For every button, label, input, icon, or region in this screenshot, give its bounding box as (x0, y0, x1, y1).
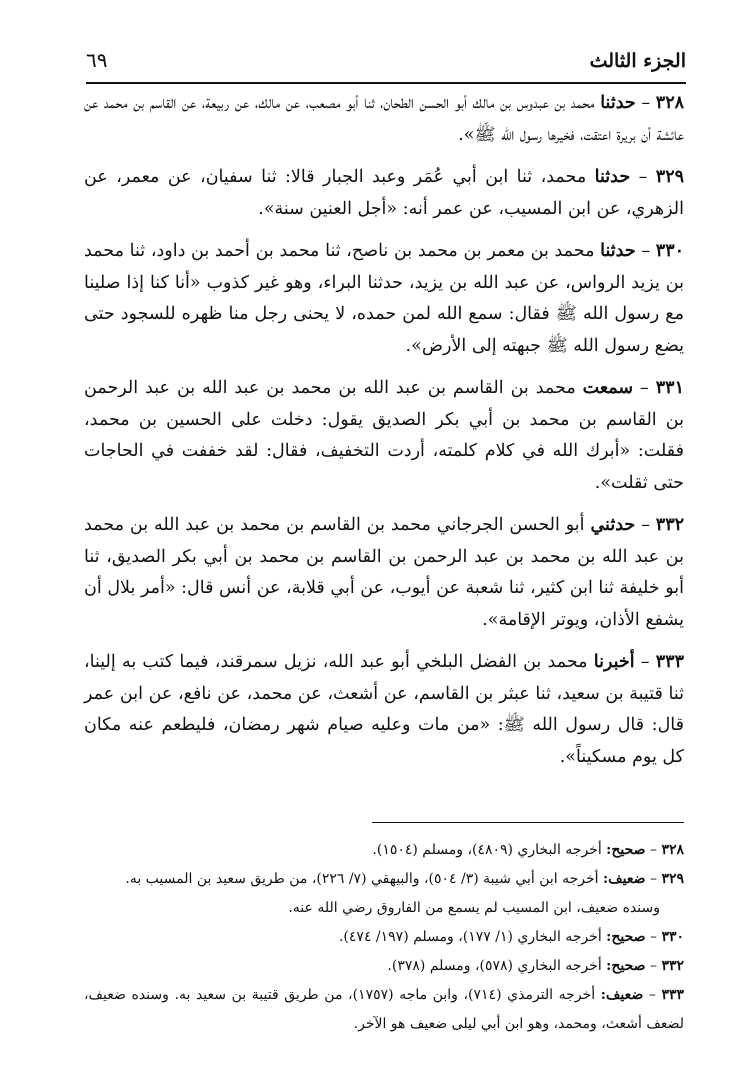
footnote-text: أخرجه البخاري (٤٨٠٩)، ومسلم (١٥٠٤). (372, 842, 602, 858)
hadith-text: محمد بن القاسم بن عبد الله بن محمد بن عبد الله بن عبد الرحمن بن القاسم بن محمد بن أبي بكر الصديق يقول: دخلت على الحسين بن محمد، فقلت: «أبرك الله في كلام كلمته، أردت التخفيف، فقال: لقد خففت في الحاجات حتى ثقلت». (84, 378, 684, 493)
hadith-number: ٣٣١ (655, 378, 684, 398)
hadith-number: ٣٣٠ (655, 241, 684, 261)
footnote-text: أخرجه البخاري (٥٧٨)، ومسلم (٣٧٨). (387, 958, 602, 974)
footnote-grade: صحيح: (606, 929, 646, 945)
hadith-number: ٣٣٣ (655, 652, 684, 672)
part-title: الجزء الثالث (589, 50, 686, 72)
footnote-330: ٣٣٠ – صحيح: أخرجه البخاري (١/ ١٧٧)، ومسلم (١٩٧/ ٤٧٤). (338, 929, 684, 945)
hadith-text: محمد، ثنا ابن أبي عُمَر وعبد الجبار قالا: ثنا سفيان، عن معمر، عن الزهري، عن ابن المسيب، عن عمر أنه: «أجل العنين سنة». (84, 167, 684, 219)
hadith-lead: حدثني (590, 515, 636, 535)
hadith-number: ٣٣٢ (655, 515, 684, 535)
hadith-lead: حدثنا (594, 167, 631, 187)
page-number: ٦٩ (86, 48, 108, 72)
hadith-lead: أخبرنا (593, 652, 635, 672)
footnote-text: أخرجه ابن أبي شيبة (٣/ ٥٠٤)، والبيهقي (٧/ ٢٢٦)، من طريق سعيد بن المسيب به. (125, 871, 599, 887)
hadith-text: محمد بن الفضل البلخي أبو عبد الله، نزيل سمرقند، فيما كتب به إلينا، ثنا قتيبة بن سعيد، ثنا عبثر بن القاسم، عن أشعث، عن محمد، عن نافع، عن ابن عمر قال: قال رسول الله ﷺ: «من مات وعليه صيام شهر رمضان، فليطعم عنه مكان كل يوم مسكيناً». (84, 652, 684, 767)
footnotes (84, 836, 684, 1039)
footnote-number: ٣٣٢ (661, 958, 684, 974)
hadith-328: ٣٢٨ – حدثنا محمد بن عبدوس بن مالك أبو الحسن الطحان، ثنا أبو مصعب، عن مالك، عن ربيعة، عن القاسم بن محمد عن عائشة أن بريرة اعتقت، فخيرها رسول الله ﷺ». (84, 93, 684, 145)
footnote-328: ٣٢٨ – صحيح: أخرجه البخاري (٤٨٠٩)، ومسلم (١٥٠٤). (372, 842, 684, 858)
footnote-divider (372, 822, 684, 823)
footnote-number: ٣٢٩ (661, 871, 684, 887)
page-header (86, 40, 686, 84)
hadith-lead: حدثنا (600, 241, 636, 261)
main-text (84, 88, 684, 784)
footnote-number: ٣٣٣ (661, 987, 685, 1003)
footnote-grade: صحيح: (606, 958, 646, 974)
footnote-grade: ضعيف: (603, 871, 646, 887)
footnote-333: ٣٣٣ – ضعيف: أخرجه الترمذي (٧١٤)، وابن ماجه (١٧٥٧)، من طريق قتيبة بن سعيد به. وسنده ضعيف، لضعف أشعث، ومحمد، وهو ابن أبي ليلى ضعيف هو الآخر. (84, 987, 685, 1032)
hadith-text: أبو الحسن الجرجاني محمد بن القاسم بن محمد بن عبد الله بن محمد بن عبد الله بن محمد بن عبد الرحمن بن القاسم بن محمد بن أبي بكر الصديق، ثنا أبو خليفة ثنا ابن كثير، ثنا شعبة عن أيوب، عن أبي قلابة، عن أنس قال: «أمر بلال أن يشفع الأذان، ويوتر الإقامة». (84, 515, 684, 630)
hadith-lead: حدثنا (600, 93, 636, 113)
hadith-text: محمد بن عبدوس بن مالك أبو الحسن الطحان، ثنا أبو مصعب، عن مالك، عن ربيعة، عن القاسم بن محمد عن عائشة أن بريرة اعتقت، فخيرها رسول الله ﷺ». (84, 93, 684, 145)
hadith-333: ٣٣٣ – أخبرنا محمد بن الفضل البلخي أبو عبد الله، نزيل سمرقند، فيما كتب به إلينا، ثنا قتيبة بن سعيد، ثنا عبثر بن القاسم، عن أشعث، عن محمد، عن نافع، عن ابن عمر قال: قال رسول الله ﷺ: «من مات وعليه صيام شهر رمضان، فليطعم عنه مكان كل يوم مسكيناً». (84, 652, 684, 767)
footnote-grade: ضعيف: (600, 987, 644, 1003)
footnote-text: أخرجه الترمذي (٧١٤)، وابن ماجه (١٧٥٧)، من طريق قتيبة بن سعيد به. وسنده ضعيف، لضعف أشعث، ومحمد، وهو ابن أبي ليلى ضعيف هو الآخر. (84, 987, 684, 1032)
hadith-329: ٣٢٩ – حدثنا محمد، ثنا ابن أبي عُمَر وعبد الجبار قالا: ثنا سفيان، عن معمر، عن الزهري، عن ابن المسيب، عن عمر أنه: «أجل العنين سنة». (84, 167, 684, 219)
hadith-lead: سمعت (582, 378, 634, 398)
footnote-number: ٣٣٠ (661, 929, 684, 945)
hadith-332: ٣٣٢ – حدثني أبو الحسن الجرجاني محمد بن القاسم بن محمد بن عبد الله بن محمد بن عبد الله بن محمد بن عبد الرحمن بن القاسم بن محمد بن أبي بكر الصديق، ثنا أبو خليفة ثنا ابن كثير، ثنا شعبة عن أيوب، عن أبي قلابة، عن أنس قال: «أمر بلال أن يشفع الأذان، ويوتر الإقامة». (84, 515, 684, 630)
footnote-332: ٣٣٢ – صحيح: أخرجه البخاري (٥٧٨)، ومسلم (٣٧٨). (387, 958, 684, 974)
hadith-number: ٣٢٨ (655, 93, 684, 113)
footnote-number: ٣٢٨ (661, 842, 684, 858)
hadith-330: ٣٣٠ – حدثنا محمد بن معمر بن محمد بن ناصح، ثنا محمد بن أحمد بن داود، ثنا محمد بن يزيد الرواس، عن عبد الله بن يزيد، حدثنا البراء، وهو غير كذوب «أنا كنا إذا صلينا مع رسول الله ﷺ فقال: سمع الله لمن حمده، لا يحنى رجل منا ظهره للسجود حتى يضع رسول الله ﷺ جبهته إلى الأرض». (84, 241, 684, 356)
footnote-continuation: وسنده ضعيف، ابن المسيب لم يسمع من الفاروق رضي الله عنه. (288, 900, 660, 916)
hadith-331: ٣٣١ – سمعت محمد بن القاسم بن عبد الله بن محمد بن عبد الله بن عبد الرحمن بن القاسم بن محمد بن أبي بكر الصديق يقول: دخلت على الحسين بن محمد، فقلت: «أبرك الله في كلام كلمته، أردت التخفيف، فقال: لقد خففت في الحاجات حتى ثقلت». (84, 378, 684, 493)
hadith-text: محمد بن معمر بن محمد بن ناصح، ثنا محمد بن أحمد بن داود، ثنا محمد بن يزيد الرواس، عن عبد الله بن يزيد، حدثنا البراء، وهو غير كذوب «أنا كنا إذا صلينا مع رسول الله ﷺ فقال: سمع الله لمن حمده، لا يحنى رجل منا ظهره للسجود حتى يضع رسول الله ﷺ جبهته إلى الأرض». (84, 241, 684, 356)
footnote-text: أخرجه البخاري (١/ ١٧٧)، ومسلم (١٩٧/ ٤٧٤). (338, 929, 602, 945)
hadith-number: ٣٢٩ (655, 167, 684, 187)
footnote-grade: صحيح: (606, 842, 646, 858)
footnote-329: ٣٢٩ – ضعيف: أخرجه ابن أبي شيبة (٣/ ٥٠٤)، والبيهقي (٧/ ٢٢٦)، من طريق سعيد بن المسيب به. وسنده ضعيف، ابن المسيب لم يسمع من الفاروق رضي الله عنه. (84, 865, 684, 923)
